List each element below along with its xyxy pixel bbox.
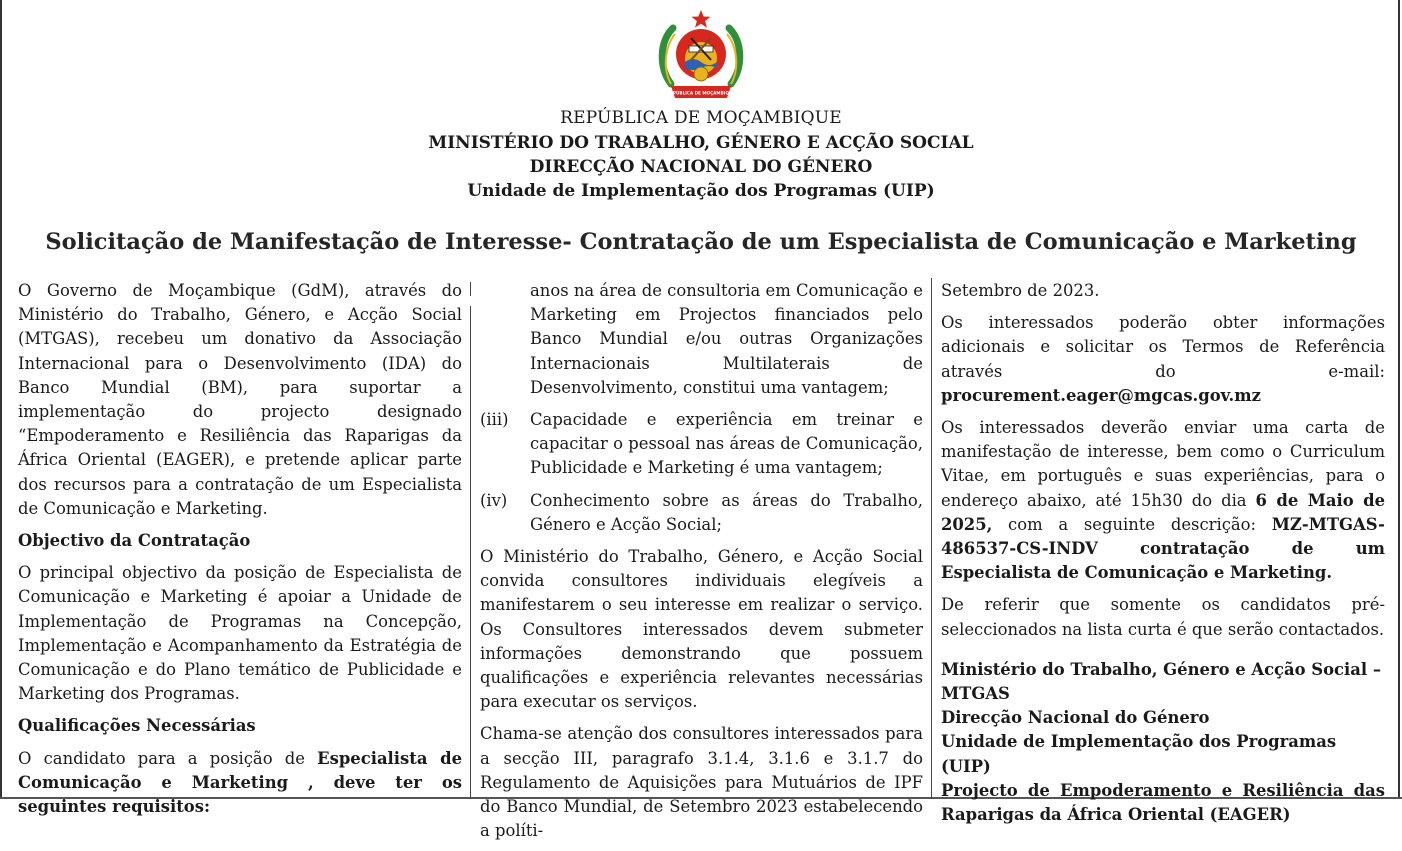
- regulation-continuation: Setembro de 2023.: [941, 281, 1100, 300]
- objective-heading: Objectivo da Contratação: [18, 531, 251, 551]
- column-divider-2: [931, 278, 932, 799]
- information-paragraph: [941, 311, 1385, 408]
- address-block: [941, 658, 1385, 827]
- requirement-text: Capacidade e experiência em treinar e capacitar o pessoal nas áreas de Comunicação, Publicidade e Marketing é uma vantagem;: [530, 410, 923, 478]
- header-republic: REPÚBLICA DE MOÇAMBIQUE: [560, 108, 842, 128]
- deadline-date: 6 de Maio de 2025,: [941, 490, 1385, 534]
- qualifications-position: Especialista de Comunicação e Marketing , deve ter os seguintes requisitos:: [18, 748, 462, 817]
- column-2: [480, 279, 923, 851]
- header-directorate: DIRECÇÃO NACIONAL DO GÉNERO: [529, 157, 873, 177]
- invitation-paragraph: O Ministério do Trabalho, Género, e Acção Social convida consultores individuais elegíveis a manifestarem o seu interesse em realizar o serviço. Os Consultores interessados devem submeter informações demonstrando que possuem qualificações e experiência relevantes necessárias para executar os serviços.: [480, 547, 923, 712]
- address-line: Projecto de Empoderamento e Resiliência das Raparigas da África Oriental (EAGER): [941, 780, 1385, 825]
- requirement-item: [480, 408, 923, 481]
- requirement-item: [480, 489, 923, 537]
- qualifications-text: O candidato para a posição de: [18, 748, 318, 768]
- requirement-continuation: anos na área de consultoria em Comunicação e Marketing em Projectos financiados pelo Banco Mundial e/ou outras Organizações Internacionais Multilaterais de Desenvolvimento, constitui uma vantagem;: [530, 281, 923, 397]
- objective-paragraph: O principal objectivo da posição de Especialista de Comunicação e Marketing é apoiar a Unidade de Implementação de Programas na Concepção, Implementação e Acompanhamento da Estratégia de Comunicação e do Plano temático de Publicidade e Marketing dos Programas.: [18, 563, 462, 704]
- column-divider-1a: [470, 282, 471, 296]
- qualifications-heading: Qualificações Necessárias: [18, 716, 256, 736]
- address-line: Ministério do Trabalho, Género e Acção Social – MTGAS: [941, 659, 1382, 704]
- submission-paragraph: [941, 416, 1385, 585]
- shortlist-note: De referir que somente os candidatos pré-seleccionados na lista curta é que serão contactados.: [941, 595, 1385, 639]
- emblem-ribbon-text: REPÚBLICA DE MOÇAMBIQUE: [666, 90, 736, 96]
- submission-text-2: com a seguinte descrição:: [992, 514, 1272, 534]
- column-divider-1b: [470, 306, 471, 799]
- document-title: Solicitação de Manifestação de Interesse- Contratação de um Especialista de Comunicação e Marketing: [45, 229, 1357, 255]
- contact-email[interactable]: procurement.eager@mgcas.gov.mz: [941, 385, 1261, 405]
- attention-paragraph: Chama-se atenção dos consultores interessados para a secção III, paragrafo 3.1.4, 3.1.6 e 3.1.7 do Regulamento de Aquisições para Mutuários de IPF do Banco Mundial, de Setembro 2023 estabelecendo a políti-: [480, 724, 923, 841]
- information-text: Os interessados poderão obter informações adicionais e solicitar os Termos de Referência através do e-mail:: [941, 313, 1385, 381]
- column-3: [941, 279, 1385, 827]
- column-1: [18, 279, 462, 827]
- requirement-text: Conhecimento sobre as áreas do Trabalho, Género e Acção Social;: [530, 490, 923, 534]
- requirement-number: (iii): [480, 410, 509, 430]
- header-unit: Unidade de Implementação dos Programas (UIP): [467, 181, 935, 201]
- address-line: Unidade de Implementação dos Programas (UIP): [941, 732, 1337, 776]
- requirement-number: (iv): [480, 490, 508, 510]
- address-line: Direcção Nacional do Género: [941, 708, 1210, 728]
- header-ministry: MINISTÉRIO DO TRABALHO, GÉNERO E ACÇÃO SOCIAL: [428, 133, 974, 153]
- submission-text-1: Os interessados deverão enviar uma carta de manifestação de interesse, bem como o Curriculum Vitae, em português e suas experiências, para o endereço abaixo, até 15h30 do dia: [941, 418, 1385, 510]
- qualifications-paragraph: [18, 747, 462, 820]
- reference-code: MZ-MTGAS-486537-CS-INDV contratação de um Especialista de Comunicação e Marketing.: [941, 514, 1385, 583]
- intro-paragraph: O Governo de Moçambique (GdM), através do Ministério do Trabalho, Género, e Acção Social (MTGAS), recebeu um donativo da Associação Internacional para o Desenvolvimento (IDA) do Banco Mundial (BM), para suportar a implementação do projecto designado “Empoderamento e Resiliência das Raparigas da África Oriental (EAGER), e pretende aplicar parte dos recursos para a contratação de um Especialista de Comunicação e Marketing.: [18, 281, 462, 518]
- mozambique-emblem-icon: [657, 8, 745, 102]
